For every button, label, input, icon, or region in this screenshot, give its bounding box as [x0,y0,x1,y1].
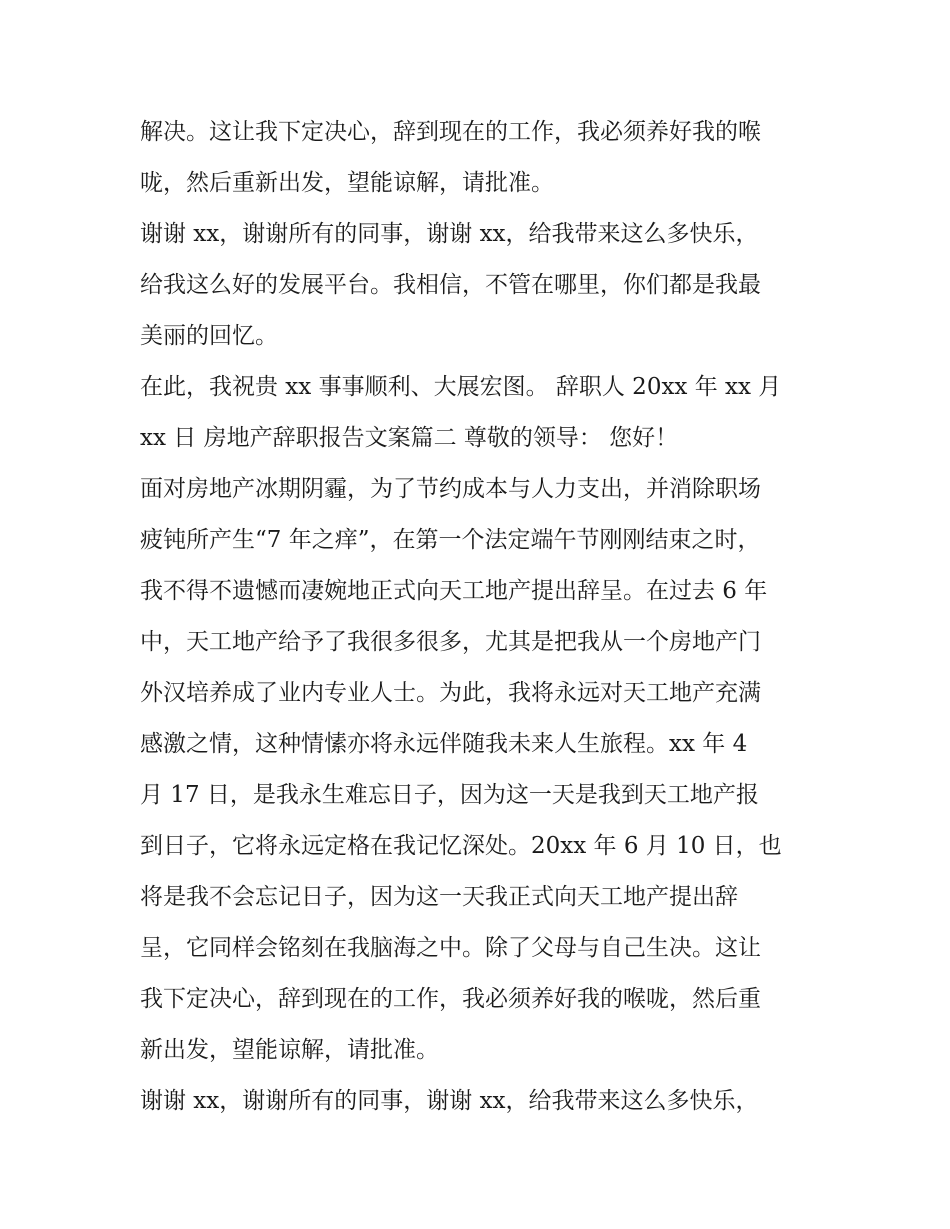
text-line-12: 外汉培养成了业内专业人士。为此，我将永远对天工地产充满 [140,680,761,706]
text-line-7: xx 日 房地产辞职报告文案篇二 尊敬的领导： 您好！ [140,425,679,451]
text-line-8: 面对房地产冰期阴霾，为了节约成本与人力支出，并消除职场 [140,476,761,502]
text-line-5: 美丽的回忆。 [140,323,278,349]
text-line-9: 疲钝所产生“7 年之痒”，在第一个法定端午节刚刚结束之时， [140,527,761,553]
text-line-19: 新出发，望能谅解，请批准。 [140,1037,439,1063]
text-line-4: 给我这么好的发展平台。我相信，不管在哪里，你们都是我最 [140,272,761,298]
text-line-16: 将是我不会忘记日子，因为这一天我正式向天工地产提出辞 [140,884,738,910]
text-line-1: 解决。这让我下定决心，辞到现在的工作，我必须养好我的喉 [140,119,761,145]
document-body [140,107,830,1127]
text-line-13: 感激之情，这种情愫亦将永远伴随我未来人生旅程。xx 年 4 [140,731,748,757]
text-line-18: 我下定决心，辞到现在的工作，我必须养好我的喉咙，然后重 [140,986,761,1012]
text-line-10: 我不得不遗憾而凄婉地正式向天工地产提出辞呈。在过去 6 年 [140,578,768,604]
text-line-14: 月 17 日，是我永生难忘日子，因为这一天是我到天工地产报 [140,782,759,808]
text-line-17: 呈，它同样会铭刻在我脑海之中。除了父母与自己生决。这让 [140,935,761,961]
text-line-3: 谢谢 xx，谢谢所有的同事，谢谢 xx，给我带来这么多快乐， [140,221,759,247]
text-line-11: 中，天工地产给予了我很多很多，尤其是把我从一个房地产门 [140,629,761,655]
text-line-2: 咙，然后重新出发，望能谅解，请批准。 [140,170,554,196]
text-line-20: 谢谢 xx，谢谢所有的同事，谢谢 xx，给我带来这么多快乐， [140,1088,759,1114]
text-line-6: 在此，我祝贵 xx 事事顺利、大展宏图。 辞职人 20xx 年 xx 月 [140,374,782,400]
text-line-15: 到日子，它将永远定格在我记忆深处。20xx 年 6 月 10 日，也 [140,833,782,859]
